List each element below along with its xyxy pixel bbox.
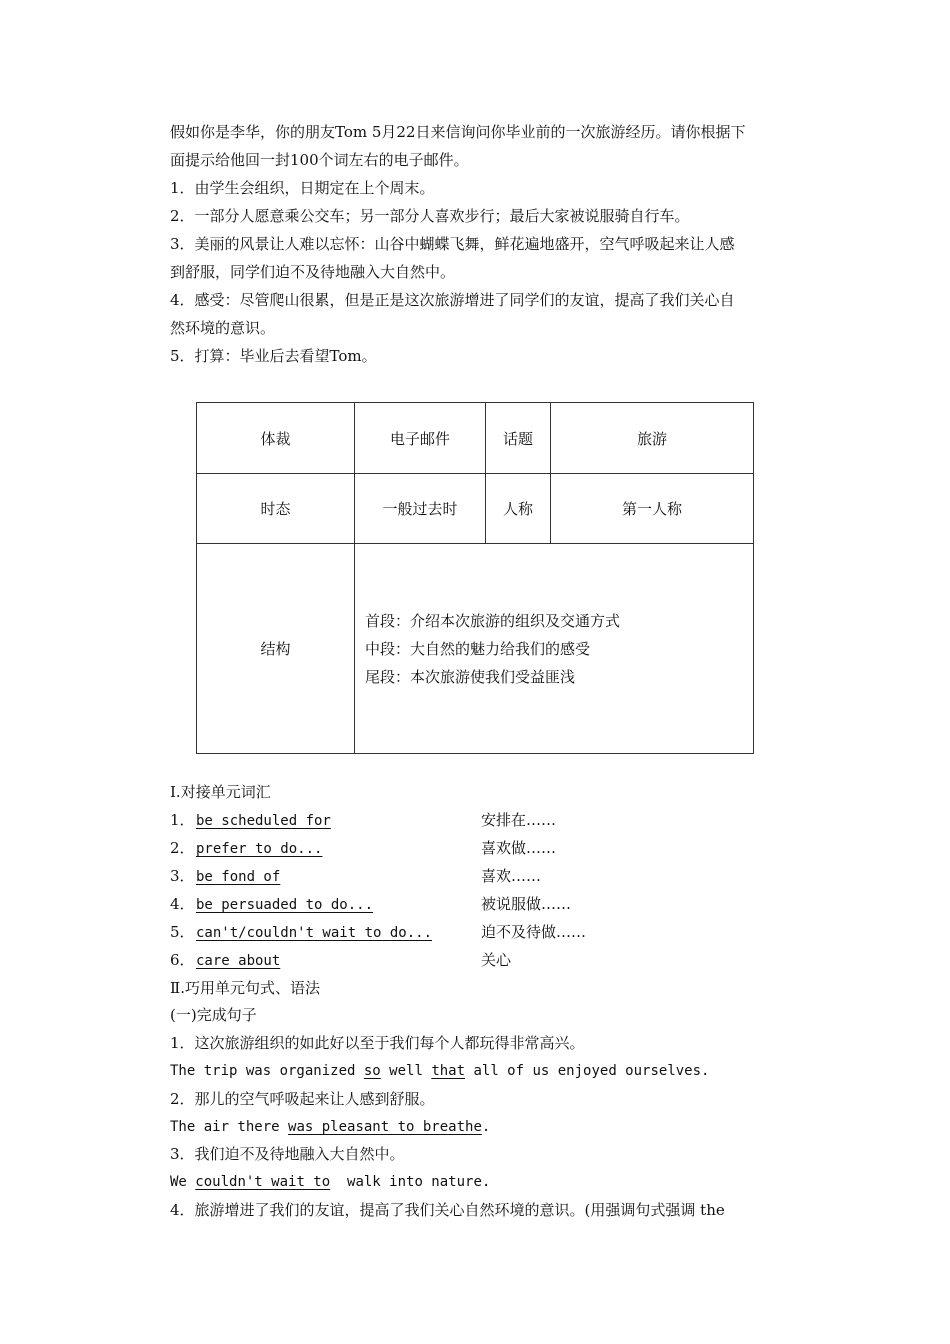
vocab-meaning: 安排在……: [481, 811, 557, 829]
vocab-phrase: prefer to do...: [196, 841, 323, 857]
analysis-table: [196, 402, 754, 754]
vocab-number: 3．: [170, 867, 195, 885]
answer-blank: was pleasant to breathe: [288, 1119, 482, 1135]
text-segment: .: [481, 1119, 491, 1135]
structure-content: [355, 544, 754, 754]
section1-heading: Ⅰ.对接单元词汇: [170, 783, 271, 801]
structure-line: 中段：大自然的魅力给我们的感受: [365, 639, 591, 658]
text-segment: well: [380, 1063, 432, 1079]
genre-label: 体裁: [197, 403, 355, 474]
genre-value: 电子邮件: [355, 403, 486, 474]
sentence-1-chinese: 1．这次旅游组织的如此好以至于我们每个人都玩得非常高兴。: [170, 1034, 585, 1052]
hint-item-3-line1: 3．美丽的风景让人难以忘怀：山谷中蝴蝶飞舞，鲜花遍地盛开，空气呼吸起来让人感: [170, 235, 735, 253]
tense-label: 时态: [197, 474, 355, 544]
vocab-number: 4．: [170, 895, 195, 913]
structure-line: 尾段：本次旅游使我们受益匪浅: [365, 667, 576, 686]
section2-subheading: (一)完成句子: [170, 1006, 257, 1024]
intro-paragraph-line2: 面提示给他回一封100个词左右的电子邮件。: [170, 151, 469, 169]
hint-item-4-line1: 4．感受：尽管爬山很累，但是正是这次旅游增进了同学们的友谊，提高了我们关心自: [170, 291, 735, 309]
vocab-phrase: care about: [196, 953, 281, 969]
vocab-item: [170, 838, 322, 859]
vocab-item: [170, 866, 280, 887]
sentence-4-chinese: 4．旅游增进了我们的友谊，提高了我们关心自然环境的意识。(用强调句式强调 the: [170, 1201, 725, 1219]
person-value: 第一人称: [551, 474, 754, 544]
text-segment: all of us enjoyed ourselves.: [465, 1063, 710, 1079]
person-label: 人称: [486, 474, 551, 544]
vocab-item: [170, 922, 432, 943]
vocab-item: [170, 810, 331, 831]
section2-heading: Ⅱ.巧用单元句式、语法: [170, 979, 320, 997]
vocab-number: 2．: [170, 839, 195, 857]
vocab-item: [170, 894, 373, 915]
vocab-number: 5．: [170, 923, 195, 941]
hint-item-2: 2．一部分人愿意乘公交车；另一部分人喜欢步行；最后大家被说服骑自行车。: [170, 207, 690, 225]
vocab-number: 6．: [170, 951, 195, 969]
vocab-phrase: be persuaded to do...: [196, 897, 374, 913]
sentence-1-english: [170, 1061, 709, 1081]
hint-item-4-line2: 然环境的意识。: [170, 319, 276, 337]
structure-line: 首段：介绍本次旅游的组织及交通方式: [365, 611, 621, 630]
vocab-number: 1．: [170, 811, 195, 829]
answer-blank: that: [431, 1063, 466, 1079]
vocab-phrase: can't/couldn't wait to do...: [196, 925, 433, 941]
hint-item-1: 1．由学生会组织，日期定在上个周末。: [170, 179, 435, 197]
vocab-phrase: be fond of: [196, 869, 281, 885]
topic-label: 话题: [486, 403, 551, 474]
text-segment: The air there: [170, 1119, 289, 1135]
hint-item-3-line2: 到舒服，同学们迫不及待地融入大自然中。: [170, 263, 456, 281]
sentence-3-english: [170, 1172, 490, 1192]
intro-paragraph-line1: 假如你是李华，你的朋友Tom 5月22日来信询问你毕业前的一次旅游经历。请你根据下: [170, 123, 746, 141]
text-segment: walk into nature.: [330, 1174, 491, 1190]
vocab-phrase: be scheduled for: [196, 813, 331, 829]
text-segment: We: [170, 1174, 196, 1190]
text-segment: The trip was organized: [170, 1063, 364, 1079]
vocab-item: [170, 950, 280, 971]
sentence-3-chinese: 3．我们迫不及待地融入大自然中。: [170, 1145, 405, 1163]
vocab-meaning: 喜欢做……: [481, 839, 557, 857]
structure-label: 结构: [197, 544, 355, 754]
vocab-meaning: 喜欢……: [481, 867, 542, 885]
vocab-meaning: 关心: [481, 951, 512, 969]
sentence-2-english: [170, 1117, 490, 1137]
hint-item-5: 5．打算：毕业后去看望Tom。: [170, 347, 377, 365]
answer-blank: so: [363, 1063, 381, 1079]
vocab-meaning: 迫不及待做……: [481, 923, 587, 941]
sentence-2-chinese: 2．那儿的空气呼吸起来让人感到舒服。: [170, 1090, 435, 1108]
answer-blank: couldn't wait to: [195, 1174, 331, 1190]
tense-value: 一般过去时: [355, 474, 486, 544]
vocab-meaning: 被说服做……: [481, 895, 572, 913]
topic-value: 旅游: [551, 403, 754, 474]
